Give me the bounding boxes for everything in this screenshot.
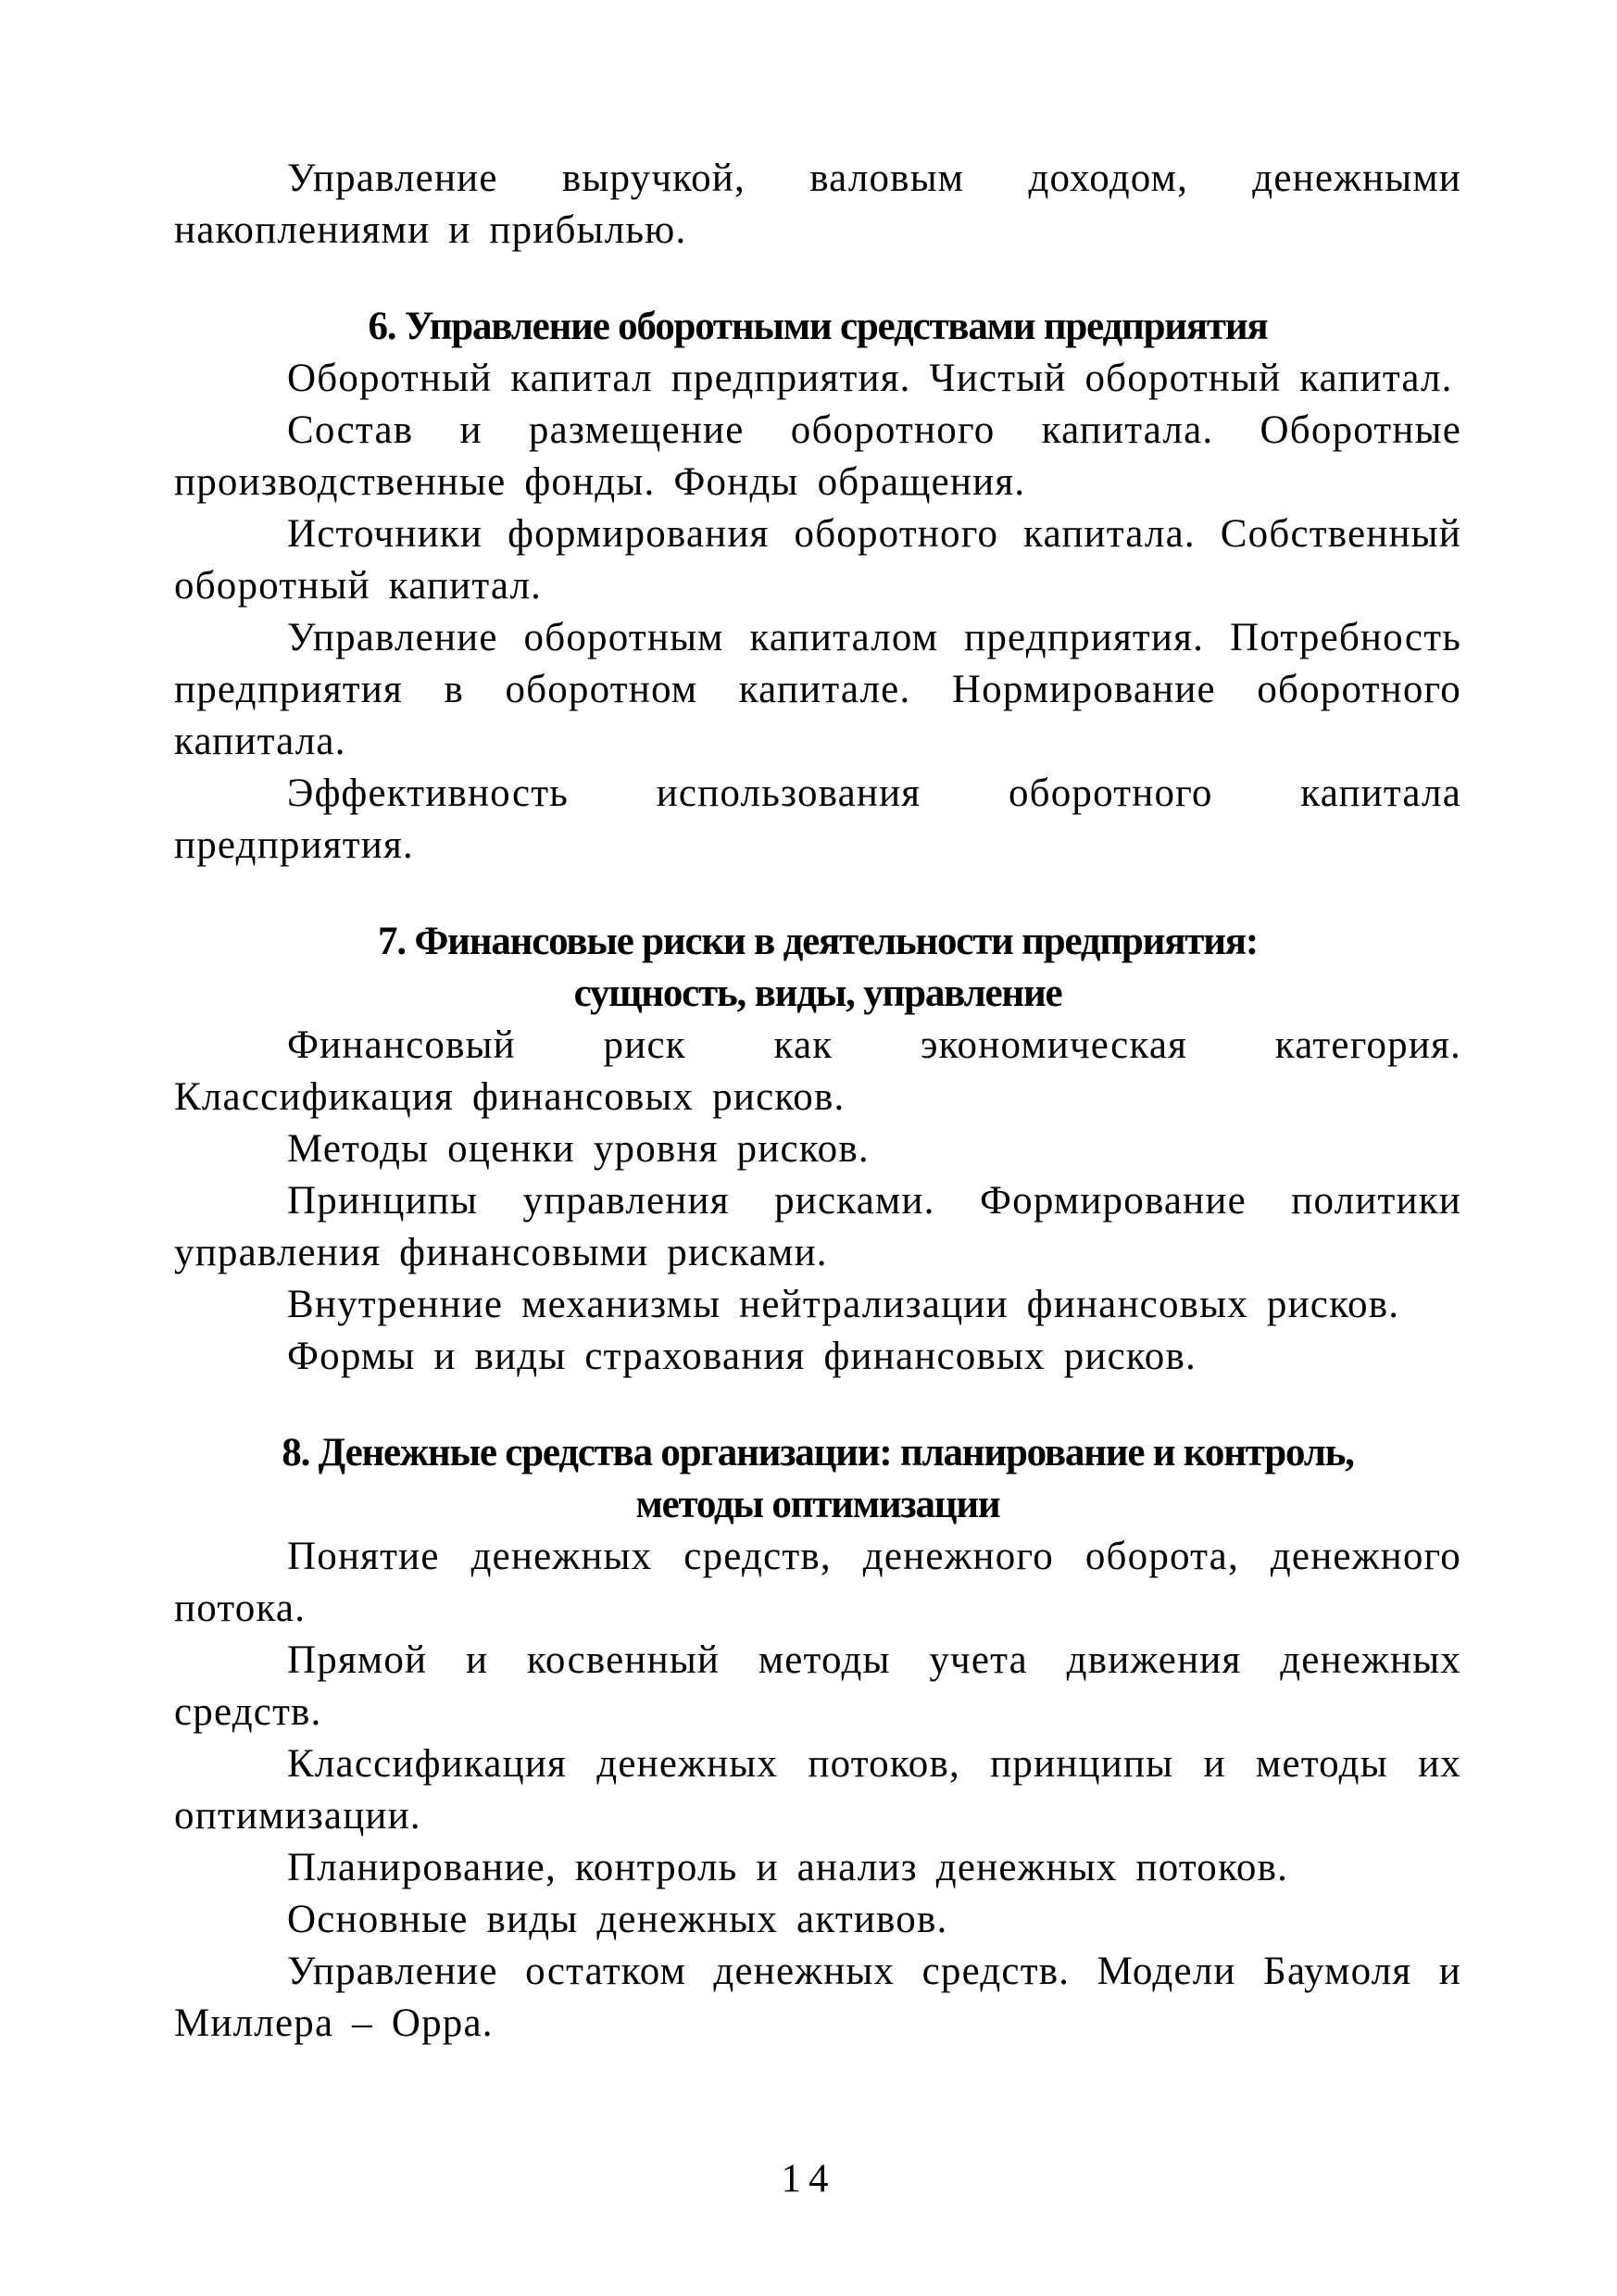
section-8-paragraph: Понятие денежных средств, денежного оборота, денежного потока. xyxy=(174,1535,1461,1630)
section-8-paragraph: Основные виды денежных активов. xyxy=(287,1898,948,1941)
section-7-paragraph: Принципы управления рисками. Формирование политики управления финансовыми рисками. xyxy=(174,1179,1461,1274)
section-7 xyxy=(174,916,1461,1383)
section-6-paragraph: Источники формирования оборотного капитала. Собственный оборотный капитал. xyxy=(174,512,1461,608)
section-6 xyxy=(174,301,1461,872)
section-8 xyxy=(174,1427,1461,2050)
section-8-paragraph: Прямой и косвенный методы учета движения денежных средств. xyxy=(174,1638,1461,1734)
section-7-paragraph: Финансовый риск как экономическая категория. Классификация финансовых рисков. xyxy=(174,1023,1461,1119)
section-8-paragraph: Управление остатком денежных средств. Модели Баумоля и Миллера – Орра. xyxy=(174,1950,1461,2045)
section-7-title-line-2: сущность, виды, управление xyxy=(573,972,1062,1015)
section-6-paragraph: Эффективность использования оборотного капитала предприятия. xyxy=(174,772,1461,867)
document-page xyxy=(174,153,1461,2050)
page-number: 14 xyxy=(781,2157,836,2201)
section-6-title: 6. Управление оборотными средствами предприятия xyxy=(368,305,1268,348)
section-7-paragraph: Методы оценки уровня рисков. xyxy=(287,1127,870,1171)
section-gap xyxy=(174,872,1461,916)
section-7-title-line-1: 7. Финансовые риски в деятельности предприятия: xyxy=(378,920,1258,963)
section-gap xyxy=(174,1383,1461,1427)
section-8-title-line-2: методы оптимизации xyxy=(635,1483,1000,1526)
section-7-paragraph: Внутренние механизмы нейтрализации финансовых рисков. xyxy=(287,1283,1400,1326)
section-8-paragraph: Классификация денежных потоков, принципы и методы их оптимизации. xyxy=(174,1742,1461,1838)
section-7-paragraph: Формы и виды страхования финансовых рисков. xyxy=(287,1335,1197,1378)
section-gap xyxy=(174,257,1461,301)
section-8-title-line-1: 8. Денежные средства организации: планирование и контроль, xyxy=(282,1431,1354,1474)
section-6-paragraph: Управление оборотным капиталом предприятия. Потребность предприятия в оборотном капитале. Нормирование оборотного капитала. xyxy=(174,616,1461,763)
section-6-paragraph: Состав и размещение оборотного капитала. Оборотные производственные фонды. Фонды обращения. xyxy=(174,408,1461,504)
intro-paragraph: Управление выручкой, валовым доходом, денежными накоплениями и прибылью. xyxy=(174,157,1461,252)
section-6-paragraph: Оборотный капитал предприятия. Чистый оборотный капитал. xyxy=(287,357,1453,400)
section-8-paragraph: Планирование, контроль и анализ денежных потоков. xyxy=(287,1846,1289,1889)
